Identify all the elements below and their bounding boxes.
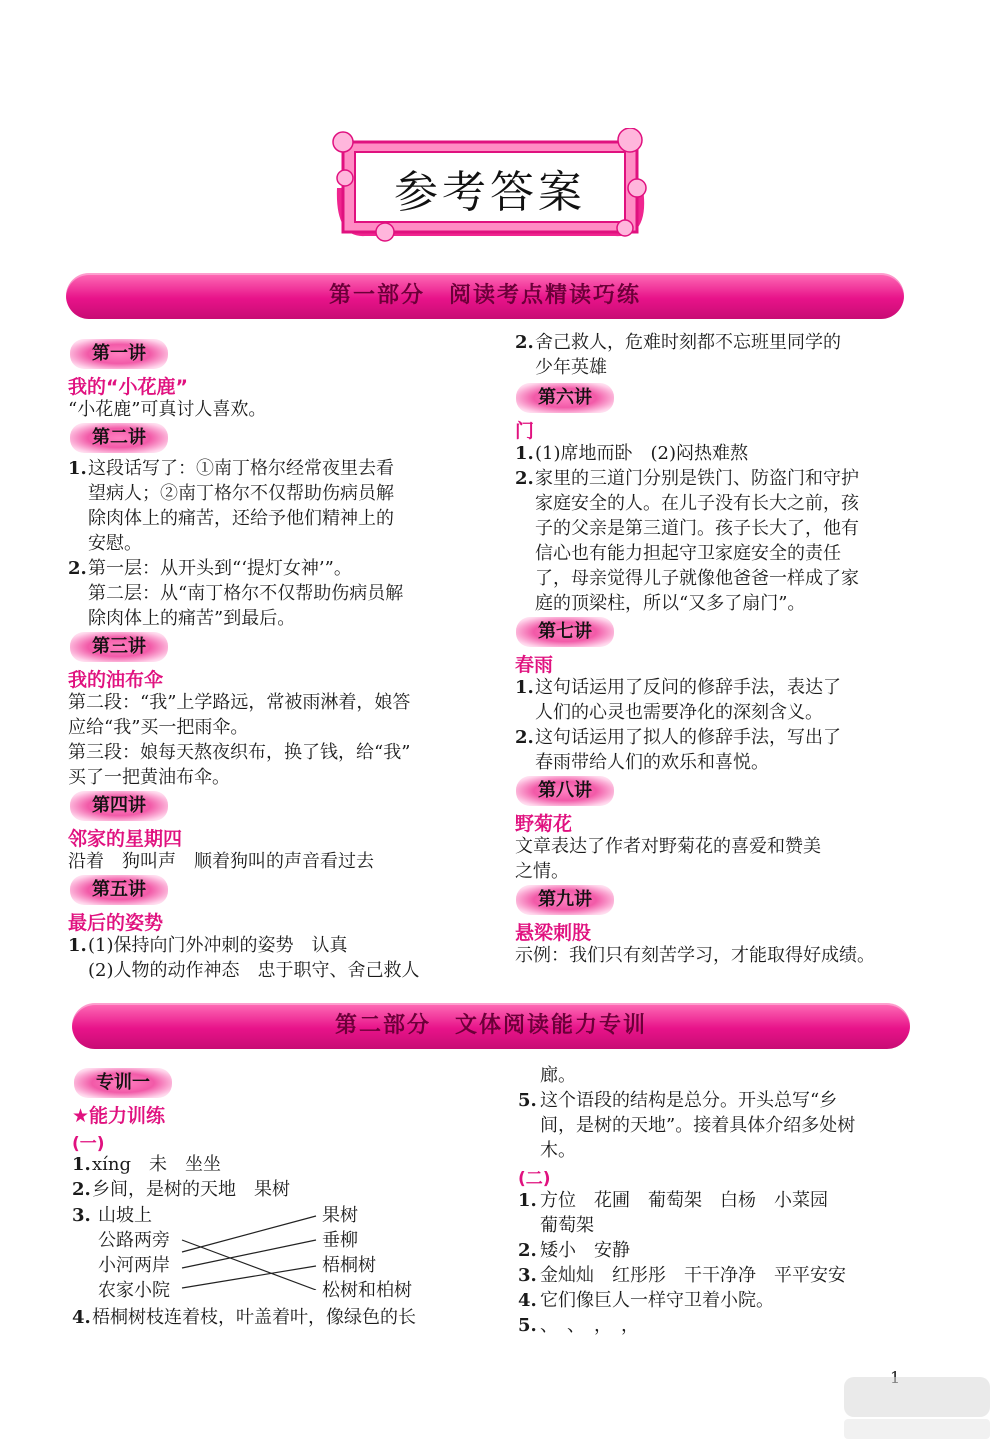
match-left: 农家小院: [98, 1280, 170, 1301]
answer-text: 矮小 安静: [540, 1240, 630, 1261]
heading-ability-training: ★能力训练: [72, 1105, 166, 1127]
watermark-icon: [842, 1373, 992, 1441]
answer-text: 望病人；②南丁格尔不仅帮助伤病员解: [88, 483, 394, 504]
answer-text: 第二段：“我”上学路远，常被雨淋着，娘答: [68, 692, 411, 713]
badge-training1: 专训一: [74, 1068, 172, 1098]
q-number: 1.: [515, 443, 534, 464]
q-number: 2.: [72, 1179, 91, 1200]
heading-lecture4: 邻家的星期四: [68, 828, 183, 850]
subsection-2: (二): [518, 1169, 551, 1189]
answer-text: 除肉体上的痛苦”到最后。: [88, 608, 296, 629]
answer-text: 乡间，是树的天地 果树: [92, 1179, 290, 1200]
badge-lecture6: 第六讲: [516, 383, 614, 413]
watermark-logo: [842, 1373, 992, 1441]
answer-text: 这段话写了：①南丁格尔经常夜里去看: [88, 458, 394, 479]
answer-text: 第三段：娘每天熬夜织布，换了钱，给“我”: [68, 742, 411, 763]
answer-text: (1)席地而卧 (2)闷热难熬: [535, 443, 748, 464]
heading-lecture8: 野菊花: [515, 813, 573, 835]
answer-text: 梧桐树枝连着枝，叶盖着叶，像绿色的长: [92, 1307, 416, 1328]
badge-lecture2: 第二讲: [70, 423, 168, 453]
heading-lecture7: 春雨: [515, 654, 554, 676]
badge-lecture3: 第三讲: [70, 632, 168, 662]
answer-text: 买了一把黄油布伞。: [68, 767, 230, 788]
badge-lecture4: 第四讲: [70, 791, 168, 821]
q-number: 4.: [72, 1307, 91, 1328]
answer-text: 家庭安全的人。在儿子没有长大之前，孩: [535, 493, 859, 514]
q-number: 3.: [72, 1205, 91, 1226]
page-title: 参考答案: [394, 167, 586, 218]
q-number: 1.: [518, 1190, 537, 1211]
heading-lecture3: 我的油布伞: [68, 669, 164, 691]
q-number: 2.: [515, 727, 534, 748]
answer-text: 舍己救人，危难时刻都不忘班里同学的: [535, 332, 841, 353]
answer-text: 沿着 狗叫声 顺着狗叫的声音看过去: [68, 851, 374, 872]
answer-text: xíng 未 坐坐: [92, 1154, 222, 1175]
q-number: 3.: [518, 1265, 537, 1286]
answer-text: 之情。: [515, 861, 569, 882]
badge-lecture5: 第五讲: [70, 875, 168, 905]
answer-text: 这句话运用了拟人的修辞手法，写出了: [535, 727, 841, 748]
part1-banner: [66, 273, 904, 319]
answer-text: 文章表达了作者对野菊花的喜爱和赞美: [515, 836, 821, 857]
match-right: 果树: [322, 1205, 358, 1226]
answer-text: 间，是树的天地”。接着具体介绍多处树: [540, 1115, 856, 1136]
badge-lecture9: 第九讲: [516, 885, 614, 915]
heading-lecture9: 悬梁刺股: [515, 922, 592, 944]
answer-text: “小花鹿”可真讨人喜欢。: [68, 399, 267, 420]
match-right: 梧桐树: [322, 1255, 376, 1276]
q-number: 2.: [518, 1240, 537, 1261]
match-left: 公路两旁: [98, 1230, 170, 1251]
q-number: 1.: [515, 677, 534, 698]
heading-lecture5: 最后的姿势: [68, 912, 164, 934]
q-number: 1.: [72, 1154, 91, 1175]
answer-text: (2)人物的动作神态 忠于职守、舍己救人: [88, 960, 420, 981]
title-frame: [325, 128, 655, 246]
part2-banner-label: 第二部分 文体阅读能力专训: [334, 1013, 647, 1038]
answer-text: 应给“我”买一把雨伞。: [68, 717, 249, 738]
match-right: 垂柳: [322, 1230, 358, 1251]
answer-text: 木。: [540, 1140, 576, 1161]
part1-banner-label: 第一部分 阅读考点精读巧练: [328, 283, 641, 308]
q-number: 2.: [68, 558, 87, 579]
answer-text: 示例：我们只有刻苦学习，才能取得好成绩。: [515, 945, 875, 966]
part2-banner: [72, 1003, 910, 1049]
answer-text: 信心也有能力担起守卫家庭安全的责任: [535, 543, 841, 564]
answer-text: 方位 花圃 葡萄架 白杨 小菜园: [540, 1190, 828, 1211]
answer-text: 葡萄架: [540, 1215, 594, 1236]
answer-text: 少年英雄: [535, 357, 607, 378]
answer-text: 这个语段的结构是总分。开头总写“乡: [540, 1090, 838, 1111]
q-number: 1.: [68, 935, 87, 956]
q-number: 2.: [515, 468, 534, 489]
answer-text: 了，母亲觉得儿子就像他爸爸一样成了家: [535, 568, 859, 589]
answer-text: 庭的顶梁柱，所以“又多了扇门”。: [535, 593, 806, 614]
q-number: 2.: [515, 332, 534, 353]
answer-text: 廊。: [540, 1065, 576, 1086]
answer-text: 人们的心灵也需要净化的深刻含义。: [535, 702, 823, 723]
badge-lecture8: 第八讲: [516, 776, 614, 806]
q-number: 4.: [518, 1290, 537, 1311]
answer-text: 家里的三道门分别是铁门、防盗门和守护: [535, 468, 859, 489]
answer-text: 这句话运用了反问的修辞手法，表达了: [535, 677, 841, 698]
answer-text: 安慰。: [88, 533, 142, 554]
match-left: 山坡上: [98, 1205, 152, 1226]
heading-lecture6: 门: [515, 420, 535, 442]
answer-text: 、 、 ， ，: [540, 1315, 639, 1336]
match-right: 松树和柏树: [322, 1280, 412, 1301]
q-number: 1.: [68, 458, 87, 479]
answer-text: 子的父亲是第三道门。孩子长大了，他有: [535, 518, 859, 539]
badge-lecture1: 第一讲: [70, 339, 168, 369]
answer-text: 除肉体上的痛苦，还给予他们精神上的: [88, 508, 394, 529]
heading-lecture1: 我的“小花鹿”: [68, 376, 188, 398]
answer-text: 第一层：从开头到“‘提灯女神’”。: [88, 558, 352, 579]
q-number: 5.: [518, 1315, 537, 1336]
match-left: 小河两岸: [98, 1255, 170, 1276]
q-number: 5.: [518, 1090, 537, 1111]
answer-text: 金灿灿 红彤彤 干干净净 平平安安: [540, 1265, 846, 1286]
answer-text: 春雨带给人们的欢乐和喜悦。: [535, 752, 769, 773]
matching-lines: [180, 1210, 320, 1290]
answer-text: 第二层：从“南丁格尔不仅帮助伤病员解: [88, 583, 404, 604]
answer-text: 它们像巨人一样守卫着小院。: [540, 1290, 774, 1311]
subsection-1: (一): [72, 1134, 105, 1154]
answer-text: (1)保持向门外冲刺的姿势 认真: [88, 935, 348, 956]
badge-lecture7: 第七讲: [516, 617, 614, 647]
